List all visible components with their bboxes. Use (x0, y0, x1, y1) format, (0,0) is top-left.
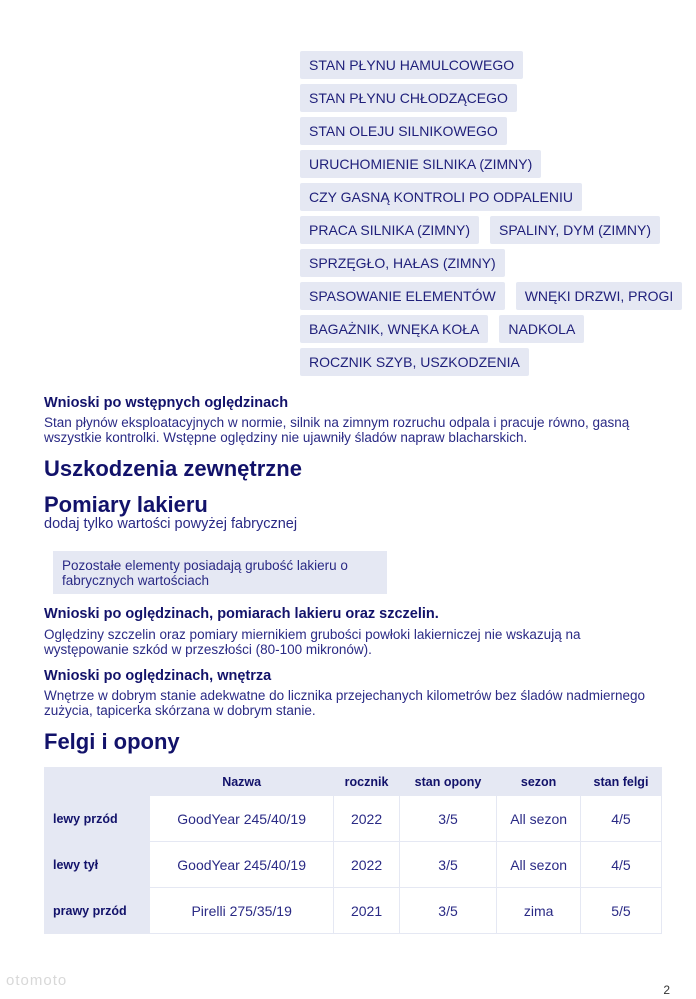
table-row (45, 888, 662, 934)
paint-note: Pozostałe elementy posiadają grubość lakieru o fabrycznych wartościach (53, 551, 387, 594)
tag-row (300, 282, 674, 310)
checklist-tag: ROCZNIK SZYB, USZKODZENIA (300, 348, 529, 376)
checklist-tag: STAN PŁYNU HAMULCOWEGO (300, 51, 523, 79)
paint-conclusions-heading: Wnioski po oględzinach, pomiarach lakieru oraz szczelin. (44, 606, 439, 622)
tire-name: GoodYear 245/40/19 (150, 796, 334, 842)
interior-conclusions-heading: Wnioski po oględzinach, wnętrza (44, 668, 272, 684)
rim-condition: 4/5 (580, 842, 661, 888)
paint-measurements-heading: Pomiary lakieru (44, 492, 208, 517)
tire-season: All sezon (497, 842, 581, 888)
column-header: stan opony (399, 768, 497, 796)
column-header: sezon (497, 768, 581, 796)
page-number: 2 (663, 983, 670, 997)
tag-row (300, 150, 660, 178)
tire-condition: 3/5 (399, 888, 497, 934)
initial-conclusions-text: Stan płynów eksploatacyjnych w normie, silnik na zimnym rozruchu odpala i pracuje równo, gasną wszystkie kontrolki. Wstępne oględziny nie ujawniły śladów napraw blacharskich. (44, 415, 630, 445)
column-header: stan felgi (580, 768, 661, 796)
checklist-tag: BAGAŻNIK, WNĘKA KOŁA (300, 315, 488, 343)
checklist-tag: PRACA SILNIKA (ZIMNY) (300, 216, 479, 244)
checklist-tag: STAN PŁYNU CHŁODZĄCEGO (300, 84, 517, 112)
tires-heading: Felgi i opony (44, 729, 180, 754)
tag-row (300, 51, 660, 79)
external-damage-heading: Uszkodzenia zewnętrzne (44, 456, 302, 481)
checklist-tag: CZY GASNĄ KONTROLI PO ODPALENIU (300, 183, 582, 211)
checklist-tag: WNĘKI DRZWI, PROGI (516, 282, 683, 310)
tire-condition: 3/5 (399, 842, 497, 888)
tag-row (300, 249, 660, 277)
tag-row (300, 348, 660, 376)
rim-condition: 5/5 (580, 888, 661, 934)
watermark: otomoto (6, 972, 68, 989)
checklist-tag: SPRZĘGŁO, HAŁAS (ZIMNY) (300, 249, 505, 277)
tire-name: Pirelli 275/35/19 (150, 888, 334, 934)
tag-row (300, 216, 660, 244)
wheel-position: lewy tył (45, 842, 150, 888)
tire-condition: 3/5 (399, 796, 497, 842)
tire-year: 2022 (334, 796, 399, 842)
wheel-position: prawy przód (45, 888, 150, 934)
tag-row (300, 315, 660, 343)
tag-row (300, 84, 660, 112)
interior-conclusions-text: Wnętrze w dobrym stanie adekwatne do licznika przejechanych kilometrów bez śladów nadmiernego zużycia, tapicerka skórzana w dobrym stanie. (44, 688, 646, 718)
paint-subheading: dodaj tylko wartości powyżej fabrycznej (44, 516, 298, 532)
tire-name: GoodYear 245/40/19 (150, 842, 334, 888)
table-row (45, 842, 662, 888)
checklist-tag: SPALINY, DYM (ZIMNY) (490, 216, 660, 244)
column-header (45, 768, 150, 796)
paint-conclusions-text: Oględziny szczelin oraz pomiary miernikiem grubości powłoki lakierniczej nie wskazują na występowanie szkód w przeszłości (80-100 mikronów). (44, 627, 581, 657)
checklist-tag: NADKOLA (499, 315, 584, 343)
table-row (45, 796, 662, 842)
column-header: Nazwa (150, 768, 334, 796)
initial-conclusions-heading: Wnioski po wstępnych oględzinach (44, 395, 289, 411)
checklist-tag: STAN OLEJU SILNIKOWEGO (300, 117, 507, 145)
table-header-row (45, 768, 662, 796)
tire-year: 2021 (334, 888, 399, 934)
tire-year: 2022 (334, 842, 399, 888)
tag-row (300, 183, 660, 211)
tire-season: All sezon (497, 796, 581, 842)
tag-row (300, 117, 660, 145)
wheel-position: lewy przód (45, 796, 150, 842)
tire-season: zima (497, 888, 581, 934)
checklist-tag: URUCHOMIENIE SILNIKA (ZIMNY) (300, 150, 541, 178)
checklist-tag: SPASOWANIE ELEMENTÓW (300, 282, 505, 310)
checklist-tags (300, 51, 674, 381)
rim-condition: 4/5 (580, 796, 661, 842)
column-header: rocznik (334, 768, 399, 796)
tires-table (44, 767, 662, 934)
